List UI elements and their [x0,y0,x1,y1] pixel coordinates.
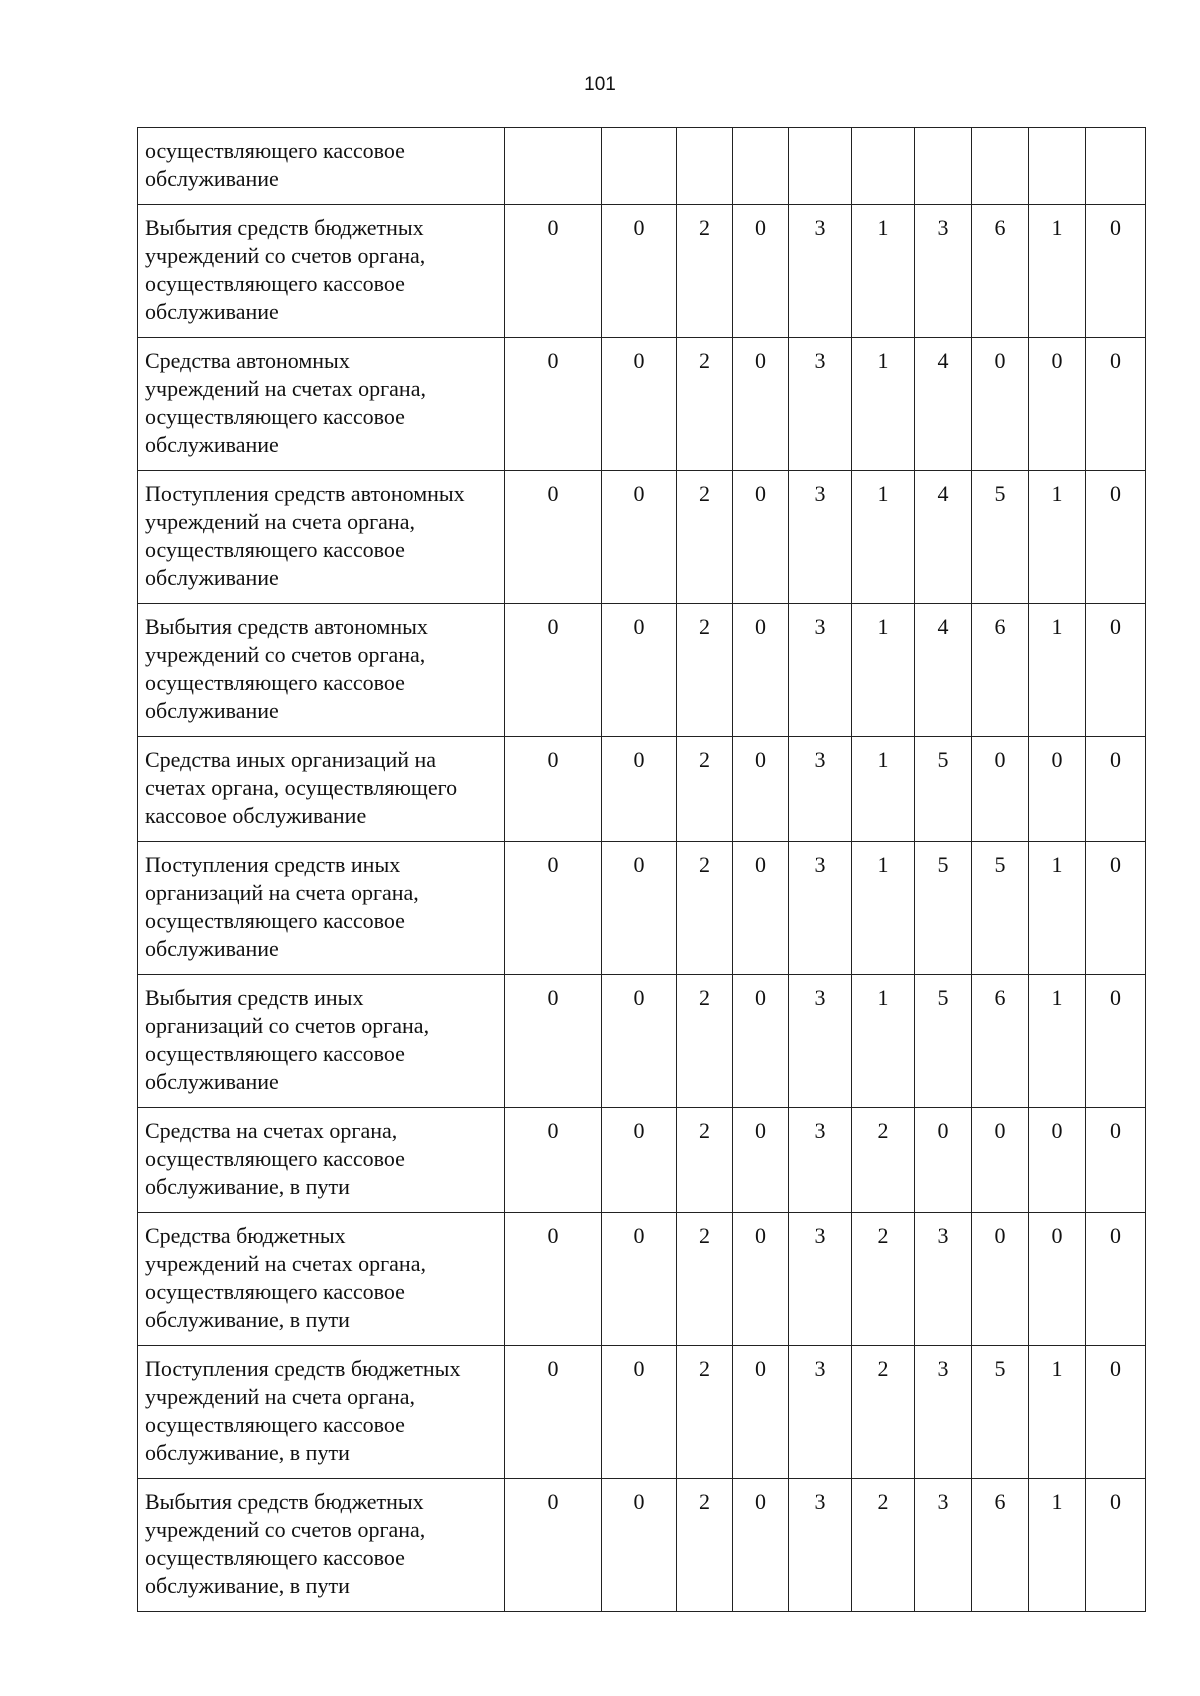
table-row [138,1346,1146,1479]
account-digit-cell: 2 [677,471,733,604]
account-digit-cell [915,128,972,205]
account-digit-cell: 0 [1086,338,1146,471]
account-digit-cell: 0 [505,737,602,842]
account-digit-cell: 0 [1029,1213,1086,1346]
account-digit-cell: 0 [602,842,677,975]
account-digit-cell: 0 [733,1108,789,1213]
account-digit-cell: 3 [915,1479,972,1612]
account-digit-cell: 1 [852,604,915,737]
account-digit-cell: 6 [972,1479,1029,1612]
account-label-cell: Поступления средств автономных учреждений на счета органа, осуществляющего кассовое обслуживание [138,471,505,604]
table-row [138,205,1146,338]
account-digit-cell: 0 [733,1346,789,1479]
account-digit-cell: 0 [602,604,677,737]
account-digit-cell: 0 [505,975,602,1108]
account-digit-cell: 0 [733,975,789,1108]
account-digit-cell: 5 [972,1346,1029,1479]
account-digit-cell [1029,128,1086,205]
account-digit-cell: 0 [1086,1346,1146,1479]
table-row [138,1108,1146,1213]
account-digit-cell: 5 [915,737,972,842]
account-digit-cell: 0 [1086,205,1146,338]
account-digit-cell: 2 [852,1479,915,1612]
account-digit-cell: 6 [972,205,1029,338]
account-digit-cell: 3 [789,1346,852,1479]
account-digit-cell: 1 [1029,842,1086,975]
account-digit-cell: 0 [602,975,677,1108]
table-row [138,1213,1146,1346]
account-digit-cell: 3 [789,205,852,338]
account-digit-cell: 0 [733,842,789,975]
account-digit-cell: 0 [505,205,602,338]
account-label-cell: осуществляющего кассовое обслуживание [138,128,505,205]
account-digit-cell: 0 [1086,975,1146,1108]
account-label-cell: Выбытия средств бюджетных учреждений со счетов органа, осуществляющего кассовое обслуживание, в пути [138,1479,505,1612]
account-digit-cell: 3 [789,338,852,471]
account-digit-cell: 1 [1029,975,1086,1108]
account-digit-cell: 3 [915,1213,972,1346]
account-digit-cell: 0 [1086,1479,1146,1612]
table-row [138,842,1146,975]
account-digit-cell: 1 [1029,471,1086,604]
account-digit-cell: 2 [677,737,733,842]
account-digit-cell: 1 [852,338,915,471]
account-digit-cell: 5 [915,842,972,975]
account-digit-cell: 2 [677,1108,733,1213]
account-label-cell: Средства иных организаций на счетах органа, осуществляющего кассовое обслуживание [138,737,505,842]
account-digit-cell: 2 [677,975,733,1108]
account-digit-cell: 0 [602,338,677,471]
account-digit-cell: 0 [1086,737,1146,842]
table-row [138,338,1146,471]
account-label-cell: Выбытия средств автономных учреждений со счетов органа, осуществляющего кассовое обслуживание [138,604,505,737]
account-digit-cell: 1 [852,737,915,842]
table-row [138,471,1146,604]
account-digit-cell: 3 [789,604,852,737]
account-digit-cell: 2 [677,1479,733,1612]
account-digit-cell: 0 [733,737,789,842]
account-digit-cell: 0 [972,737,1029,842]
account-digit-cell: 0 [1086,1108,1146,1213]
account-label-cell: Поступления средств бюджетных учреждений на счета органа, осуществляющего кассовое обслуживание, в пути [138,1346,505,1479]
account-digit-cell: 4 [915,604,972,737]
account-digit-cell: 0 [505,604,602,737]
account-digit-cell: 0 [733,604,789,737]
account-digit-cell: 2 [852,1346,915,1479]
account-digit-cell [733,128,789,205]
account-label-cell: Выбытия средств иных организаций со счетов органа, осуществляющего кассовое обслуживание [138,975,505,1108]
account-digit-cell: 0 [602,471,677,604]
account-digit-cell: 0 [972,1213,1029,1346]
account-digit-cell: 0 [505,1213,602,1346]
account-digit-cell: 0 [602,1213,677,1346]
account-digit-cell: 0 [505,338,602,471]
account-digit-cell: 3 [915,205,972,338]
account-digit-cell [602,128,677,205]
table-row [138,1479,1146,1612]
account-digit-cell: 3 [789,737,852,842]
account-digit-cell: 3 [915,1346,972,1479]
table-row [138,975,1146,1108]
account-digit-cell: 2 [677,1213,733,1346]
account-digit-cell: 0 [1029,737,1086,842]
table-row [138,604,1146,737]
account-digit-cell: 0 [1086,604,1146,737]
account-digit-cell: 6 [972,604,1029,737]
account-digit-cell: 0 [505,1346,602,1479]
account-digit-cell: 2 [677,1346,733,1479]
account-digit-cell: 6 [972,975,1029,1108]
account-digit-cell: 1 [852,471,915,604]
account-digit-cell [677,128,733,205]
table-row [138,737,1146,842]
account-digit-cell: 2 [677,842,733,975]
account-digit-cell [852,128,915,205]
account-digit-cell: 0 [602,205,677,338]
account-digit-cell [505,128,602,205]
account-digit-cell: 0 [733,1213,789,1346]
account-digit-cell: 2 [677,338,733,471]
account-digit-cell: 1 [1029,1479,1086,1612]
account-digit-cell: 0 [1029,338,1086,471]
account-digit-cell: 3 [789,842,852,975]
account-label-cell: Средства автономных учреждений на счетах органа, осуществляющего кассовое обслуживание [138,338,505,471]
account-digit-cell: 0 [602,1346,677,1479]
account-digit-cell: 0 [505,1479,602,1612]
account-label-cell: Средства бюджетных учреждений на счетах органа, осуществляющего кассовое обслуживание, в пути [138,1213,505,1346]
account-digit-cell [789,128,852,205]
account-label-cell: Поступления средств иных организаций на счета органа, осуществляющего кассовое обслуживание [138,842,505,975]
account-digit-cell: 0 [972,338,1029,471]
account-digit-cell: 0 [1029,1108,1086,1213]
account-digit-cell: 0 [602,1479,677,1612]
page-number: 101 [584,74,616,95]
account-digit-cell: 2 [677,604,733,737]
account-digit-cell: 2 [677,205,733,338]
account-digit-cell: 0 [1086,842,1146,975]
account-label-cell: Выбытия средств бюджетных учреждений со счетов органа, осуществляющего кассовое обслуживание [138,205,505,338]
account-digit-cell: 1 [852,975,915,1108]
account-digit-cell: 0 [972,1108,1029,1213]
account-digit-cell: 1 [1029,604,1086,737]
account-digit-cell: 0 [602,737,677,842]
account-digit-cell: 4 [915,338,972,471]
account-digit-cell: 0 [1086,1213,1146,1346]
account-digit-cell: 4 [915,471,972,604]
table-row [138,128,1146,205]
account-label-cell: Средства на счетах органа, осуществляющего кассовое обслуживание, в пути [138,1108,505,1213]
account-digit-cell: 1 [1029,205,1086,338]
account-digit-cell: 0 [733,338,789,471]
account-digit-cell: 5 [915,975,972,1108]
account-digit-cell: 0 [1086,471,1146,604]
account-digit-cell [972,128,1029,205]
account-digit-cell [1086,128,1146,205]
account-digit-cell: 1 [852,205,915,338]
account-digit-cell: 3 [789,1108,852,1213]
account-digit-cell: 1 [1029,1346,1086,1479]
account-digit-cell: 3 [789,1479,852,1612]
account-digit-cell: 0 [733,205,789,338]
account-digit-cell: 5 [972,471,1029,604]
account-digit-cell: 0 [733,1479,789,1612]
account-digit-cell: 0 [505,842,602,975]
account-digit-cell: 3 [789,1213,852,1346]
account-digit-cell: 3 [789,471,852,604]
account-digit-cell: 0 [915,1108,972,1213]
account-digit-cell: 0 [602,1108,677,1213]
account-codes-table [137,127,1146,1612]
account-digit-cell: 1 [852,842,915,975]
account-digit-cell: 5 [972,842,1029,975]
account-digit-cell: 0 [505,1108,602,1213]
account-digit-cell: 0 [733,471,789,604]
account-digit-cell: 3 [789,975,852,1108]
account-digit-cell: 2 [852,1108,915,1213]
account-digit-cell: 0 [505,471,602,604]
account-digit-cell: 2 [852,1213,915,1346]
